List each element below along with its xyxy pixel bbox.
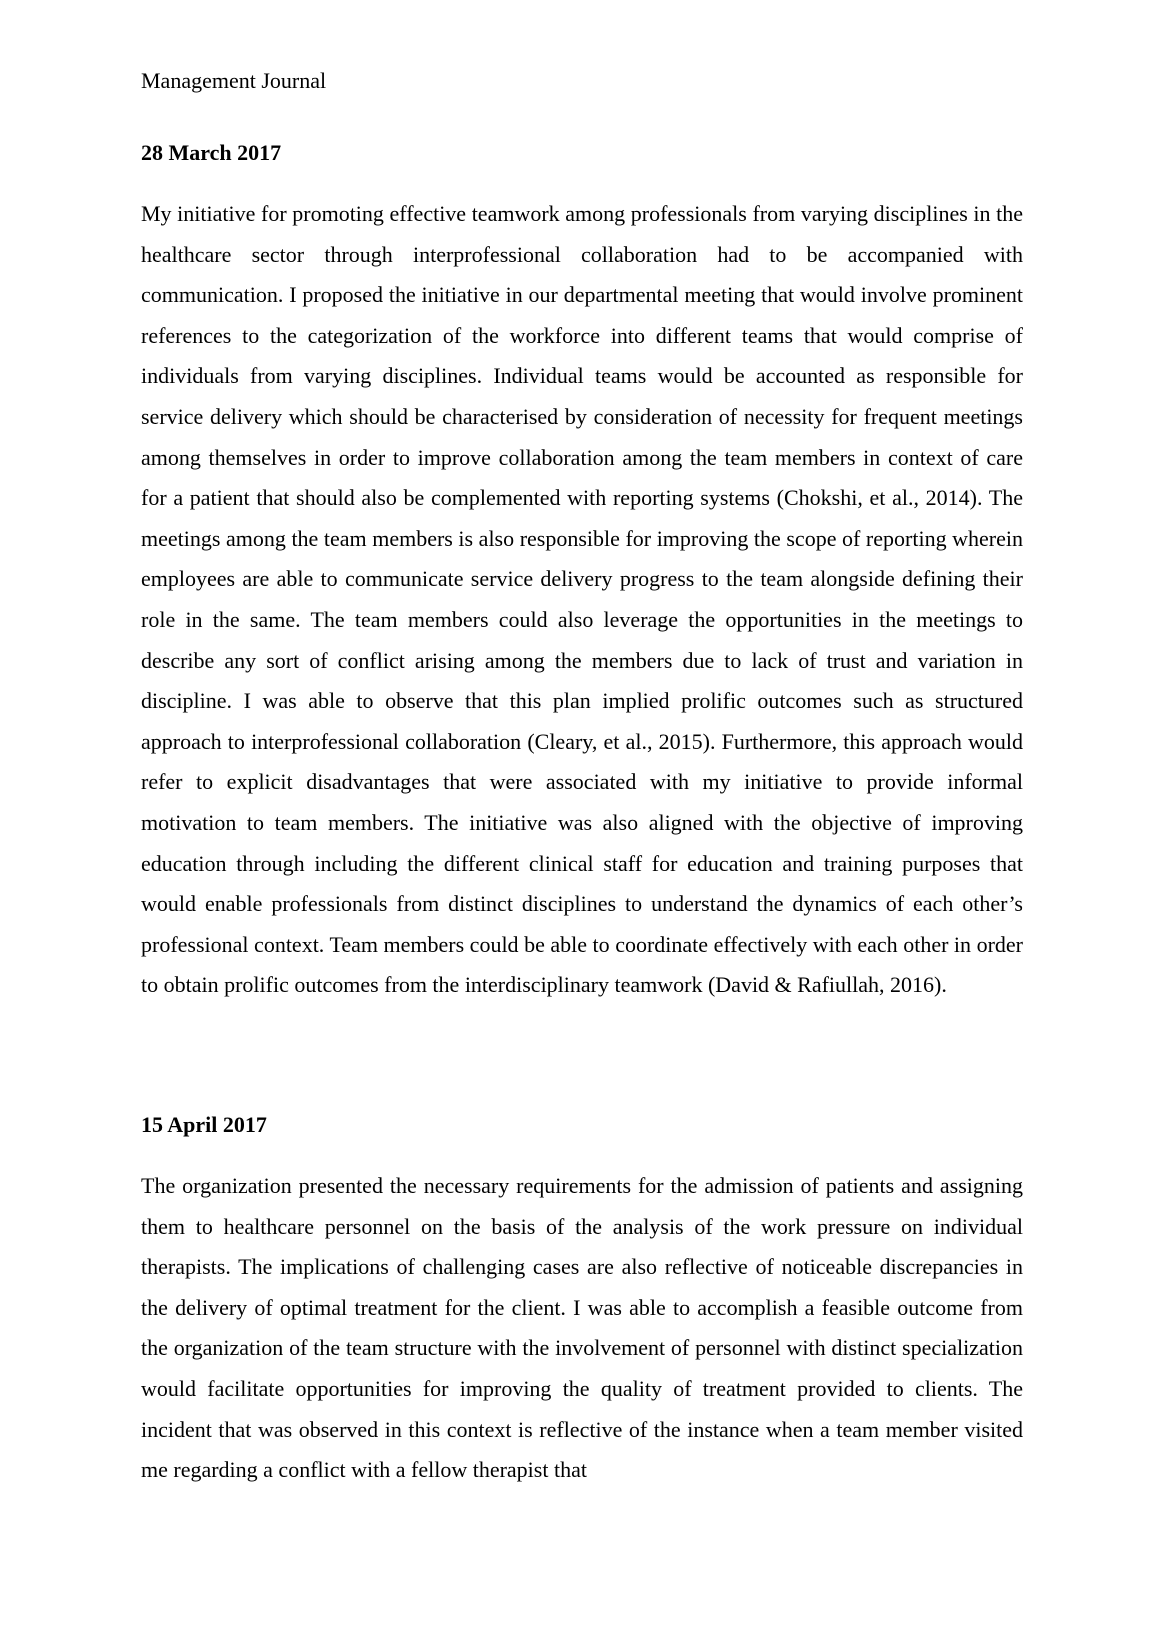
entry-date: 15 April 2017: [141, 1112, 267, 1137]
entry-date: 28 March 2017: [141, 140, 282, 165]
entry-paragraph: My initiative for promoting effective teamwork among professionals from varying disciplines in the healthcare sector through interprofessional collaboration had to be accompanied with communication. I proposed the initiative in our departmental meeting that would involve prominent references to the categorization of the workforce into different teams that would comprise of individuals from varying disciplines. Individual teams would be accounted as responsible for service delivery which should be characterised by consideration of necessity for frequent meetings among themselves in order to improve collaboration among the team members in context of care for a patient that should also be complemented with reporting systems (Chokshi, et al., 2014). The meetings among the team members is also responsible for improving the scope of reporting wherein employees are able to communicate service delivery progress to the team alongside defining their role in the same. The team members could also leverage the opportunities in the meetings to describe any sort of conflict arising among the members due to lack of trust and variation in discipline. I was able to observe that this plan implied prolific outcomes such as structured approach to interprofessional collaboration (Cleary, et al., 2015). Furthermore, this approach would refer to explicit disadvantages that were associated with my initiative to provide informal motivation to team members. The initiative was also aligned with the objective of improving education through including the different clinical staff for education and training purposes that would enable professionals from distinct disciplines to understand the dynamics of each other’s professional context. Team members could be able to coordinate effectively with each other in order to obtain prolific outcomes from the interdisciplinary teamwork (David & Rafiullah, 2016).: [141, 201, 1023, 998]
entry-paragraph: The organization presented the necessary requirements for the admission of patients and assigning them to healthcare personnel on the basis of the analysis of the work pressure on individual therapists. The implications of challenging cases are also reflective of noticeable discrepancies in the delivery of optimal treatment for the client. I was able to accomplish a feasible outcome from the organization of the team structure with the involvement of personnel with distinct specialization would facilitate opportunities for improving the quality of treatment provided to clients. The incident that was observed in this context is reflective of the instance when a team member visited me regarding a conflict with a fellow therapist that: [141, 1173, 1023, 1483]
running-header: Management Journal: [141, 68, 327, 93]
